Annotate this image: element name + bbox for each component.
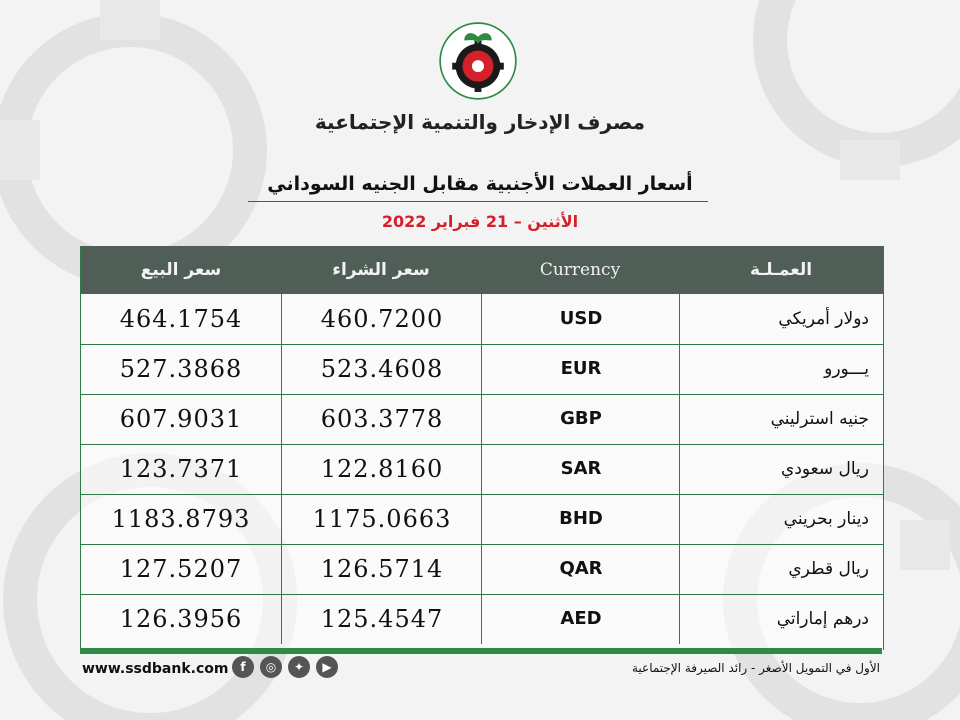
currency-name: دولار أمريكي: [679, 294, 883, 344]
buy-rate: 125.4547: [281, 594, 482, 644]
buy-rate: 523.4608: [281, 344, 482, 394]
sell-rate: 527.3868: [119, 355, 243, 383]
buy-rate: 460.7200: [281, 294, 482, 344]
currency-code: SAR: [481, 444, 680, 494]
bank-slogan: الأول في التمويل الأصغر - رائد الصيرفة الإجتماعية: [631, 661, 880, 675]
table-row: [81, 594, 883, 644]
bank-name: مصرف الإدخار والتنمية الإجتماعية: [314, 110, 646, 134]
title-divider: [248, 201, 708, 202]
header-buy-rate: سعر الشراء: [332, 260, 430, 280]
buy-rate: 1175.0663: [281, 494, 482, 544]
sell-rate: 127.5207: [119, 555, 243, 583]
currency-code: QAR: [481, 544, 680, 594]
sell-rate: 1183.8793: [111, 505, 251, 533]
currency-name: ريال قطري: [679, 544, 883, 594]
currency-code: USD: [481, 294, 680, 344]
sell-rate: 123.7371: [119, 455, 243, 483]
website-link[interactable]: www.ssdbank.com: [82, 661, 229, 677]
table-row: [81, 394, 883, 445]
instagram-icon[interactable]: ◎: [260, 656, 282, 678]
currency-code: BHD: [481, 494, 680, 544]
currency-code: AED: [481, 594, 680, 644]
sell-rate: 126.3956: [119, 605, 243, 633]
table-row: [81, 294, 883, 345]
sell-rate: 607.9031: [119, 405, 243, 433]
twitter-icon[interactable]: ✦: [288, 656, 310, 678]
buy-rate: 126.5714: [281, 544, 482, 594]
document-date: الأثنين – 21 فبراير 2022: [381, 212, 579, 231]
currency-name: ريال سعودي: [679, 444, 883, 494]
currency-name: يـــورو: [679, 344, 883, 394]
currency-name: جنيه استرليني: [679, 394, 883, 444]
table-body: [81, 294, 883, 650]
facebook-icon[interactable]: f: [232, 656, 254, 678]
youtube-icon[interactable]: ▶: [316, 656, 338, 678]
sell-rate: 464.1754: [119, 305, 243, 333]
header-sell-rate: سعر البيع: [140, 260, 222, 280]
table-row: [81, 344, 883, 395]
table-row: [81, 494, 883, 545]
social-links: [232, 656, 338, 678]
buy-rate: 122.8160: [281, 444, 482, 494]
currency-code: EUR: [481, 344, 680, 394]
currency-code: GBP: [481, 394, 680, 444]
table-row: [81, 544, 883, 595]
buy-rate: 603.3778: [281, 394, 482, 444]
header-currency-ar: العمـلـة: [749, 260, 813, 280]
table-header: [81, 246, 883, 294]
header: [0, 0, 960, 140]
currency-name: دينار بحريني: [679, 494, 883, 544]
exchange-rate-table: [80, 246, 884, 650]
header-currency-en: Currency: [539, 260, 621, 280]
bank-gear-logo-icon: [435, 18, 521, 104]
currency-name: درهم إماراتي: [679, 594, 883, 644]
table-bottom-bar: [80, 648, 882, 654]
page-title: أسعار العملات الأجنبية مقابل الجنيه السوداني: [267, 173, 693, 195]
table-row: [81, 444, 883, 495]
